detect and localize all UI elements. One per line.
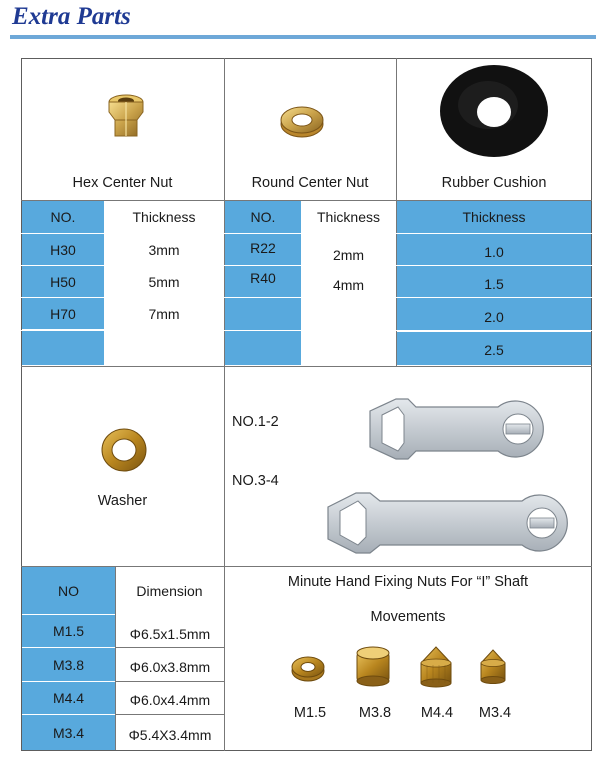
dimension-header-no: NO (22, 567, 115, 614)
rubber-row-thickness: 1.0 (397, 234, 591, 265)
nut-m38-image (355, 645, 391, 687)
divider (21, 233, 592, 234)
nut-label: M3.8 (358, 705, 392, 721)
round-center-nut-label: Round Center Nut (251, 175, 369, 191)
nut-m34-image (477, 648, 509, 686)
nut-m15-image (291, 653, 325, 683)
divider (224, 566, 225, 751)
round-center-nut-image (278, 102, 326, 140)
rubber-cushion-image (438, 63, 550, 158)
divider (22, 647, 115, 648)
washer-label: Washer (97, 493, 148, 509)
dimension-row-no: M3.4 (22, 715, 115, 750)
hex-row-thickness: 7mm (104, 298, 224, 329)
hex-row-thickness: 5mm (104, 266, 224, 297)
hex-header-thickness: Thickness (104, 201, 224, 233)
nut-m44-image (417, 645, 455, 689)
rubber-cushion-label: Rubber Cushion (441, 175, 547, 191)
dimension-row-value: Φ5.4X3.4mm (116, 715, 224, 750)
dimension-row-no: M3.8 (22, 648, 115, 681)
hex-row-no: H50 (22, 266, 104, 297)
hex-row-no: H30 (22, 234, 104, 265)
round-row-no: R40 (225, 266, 301, 297)
round-row-thickness: 4mm (301, 266, 396, 297)
nut-label: M4.4 (420, 705, 454, 721)
divider (21, 330, 592, 331)
hex-row-no (22, 330, 104, 365)
round-row-thickness: 2mm (301, 234, 396, 265)
title-underline (10, 35, 596, 39)
dimension-row-value: Φ6.0x3.8mm (116, 648, 224, 681)
hex-center-nut-label: Hex Center Nut (72, 175, 173, 191)
dimension-row-no: M4.4 (22, 682, 115, 714)
rubber-row-thickness: 2.5 (397, 332, 591, 365)
divider (22, 614, 115, 615)
dimension-row-value: Φ6.5x1.5mm (116, 615, 224, 647)
divider (21, 265, 592, 266)
nut-label: M3.4 (478, 705, 512, 721)
minute-nuts-subtitle: Movements (370, 609, 446, 625)
hanger-label-small: NO.1-2 (232, 414, 279, 430)
divider (22, 681, 115, 682)
divider (21, 297, 592, 298)
large-hanger-image (326, 487, 572, 557)
divider (22, 714, 115, 715)
rubber-row-thickness: 1.5 (397, 266, 591, 297)
rubber-row-thickness: 2.0 (397, 298, 591, 331)
round-row-empty (225, 298, 301, 365)
hanger-label-large: NO.3-4 (232, 473, 279, 489)
hex-row-thickness (104, 330, 224, 365)
nut-label: M1.5 (293, 705, 327, 721)
washer-image (101, 428, 147, 472)
page-title: Extra Parts (12, 3, 131, 30)
small-hanger-image (368, 393, 548, 463)
divider (21, 366, 592, 367)
hex-header-no: NO. (22, 201, 104, 233)
divider (224, 366, 225, 566)
round-row-no: R22 (225, 234, 301, 265)
dimension-row-value: Φ6.0x4.4mm (116, 682, 224, 714)
dimension-header-dimension: Dimension (115, 567, 224, 614)
round-header-no: NO. (225, 201, 301, 233)
round-header-thickness: Thickness (301, 201, 396, 233)
minute-nuts-title: Minute Hand Fixing Nuts For “I” Shaft (287, 574, 529, 590)
rubber-header-thickness: Thickness (397, 201, 591, 233)
hex-row-thickness: 3mm (104, 234, 224, 265)
hex-center-nut-image (98, 88, 154, 144)
round-row-empty (301, 298, 396, 365)
dimension-row-no: M1.5 (22, 615, 115, 647)
hex-row-no: H70 (22, 298, 104, 329)
